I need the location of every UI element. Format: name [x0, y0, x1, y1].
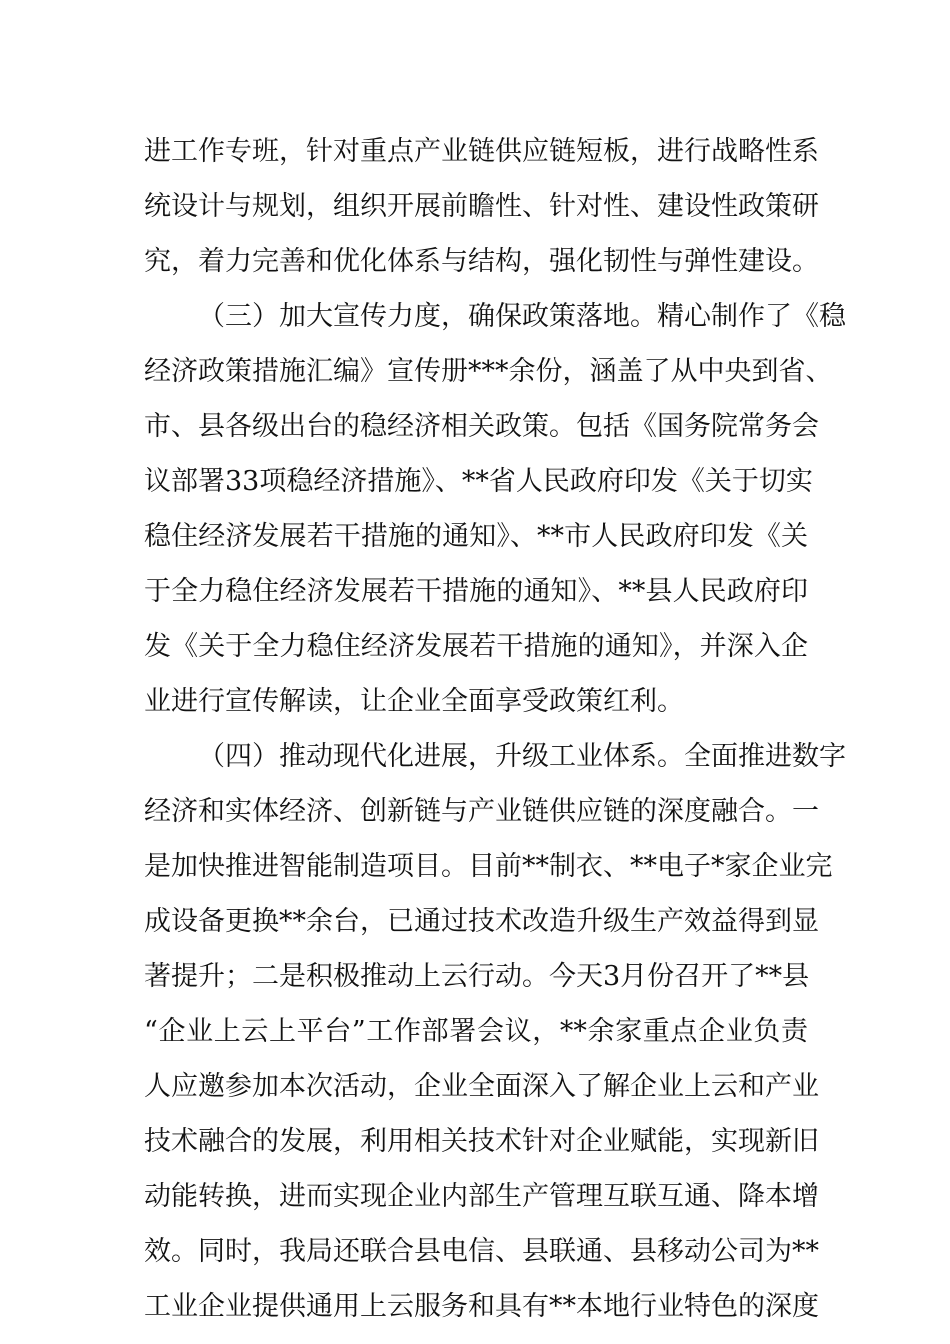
text-line: 人应邀参加本次活动，企业全面深入了解企业上云和产业	[144, 1071, 819, 1102]
text-line: 议部署33项稳经济措施》、**省人民政府印发《关于切实	[144, 466, 813, 497]
section-heading-line: （三）加大宣传力度，确保政策落地。精心制作了《稳	[198, 301, 846, 332]
section-heading-line: （四）推动现代化进展，升级工业体系。全面推进数字	[198, 741, 846, 772]
text-line: 统设计与规划，组织开展前瞻性、针对性、建设性政策研	[144, 191, 819, 222]
text-line: 技术融合的发展，利用相关技术针对企业赋能，实现新旧	[144, 1126, 819, 1157]
text-line: 于全力稳住经济发展若干措施的通知》、**县人民政府印	[144, 576, 808, 607]
text-line: 业进行宣传解读，让企业全面享受政策红利。	[144, 686, 684, 717]
text-line: 市、县各级出台的稳经济相关政策。包括《国务院常务会	[144, 411, 819, 442]
text-line: 进工作专班，针对重点产业链供应链短板，进行战略性系	[144, 136, 819, 167]
text-line: 究，着力完善和优化体系与结构，强化韧性与弹性建设。	[144, 246, 819, 277]
text-line: 稳住经济发展若干措施的通知》、**市人民政府印发《关	[144, 521, 808, 552]
text-line: 效。同时，我局还联合县电信、县联通、县移动公司为**	[144, 1236, 819, 1267]
text-line: 经济政策措施汇编》宣传册***余份，涵盖了从中央到省、	[144, 356, 833, 387]
text-line: 著提升；二是积极推动上云行动。今天3月份召开了**县	[144, 961, 810, 992]
text-line: 动能转换，进而实现企业内部生产管理互联互通、降本增	[144, 1181, 819, 1212]
text-line: 成设备更换**余台，已通过技术改造升级生产效益得到显	[144, 906, 819, 937]
text-line: “企业上云上平台”工作部署会议，**余家重点企业负责	[144, 1016, 808, 1047]
text-line: 经济和实体经济、创新链与产业链供应链的深度融合。一	[144, 796, 819, 827]
text-line: 工业企业提供通用上云服务和具有**本地行业特色的深度	[144, 1291, 819, 1322]
text-line: 发《关于全力稳住经济发展若干措施的通知》，并深入企	[144, 631, 808, 662]
text-line: 是加快推进智能制造项目。目前**制衣、**电子*家企业完	[144, 851, 833, 882]
